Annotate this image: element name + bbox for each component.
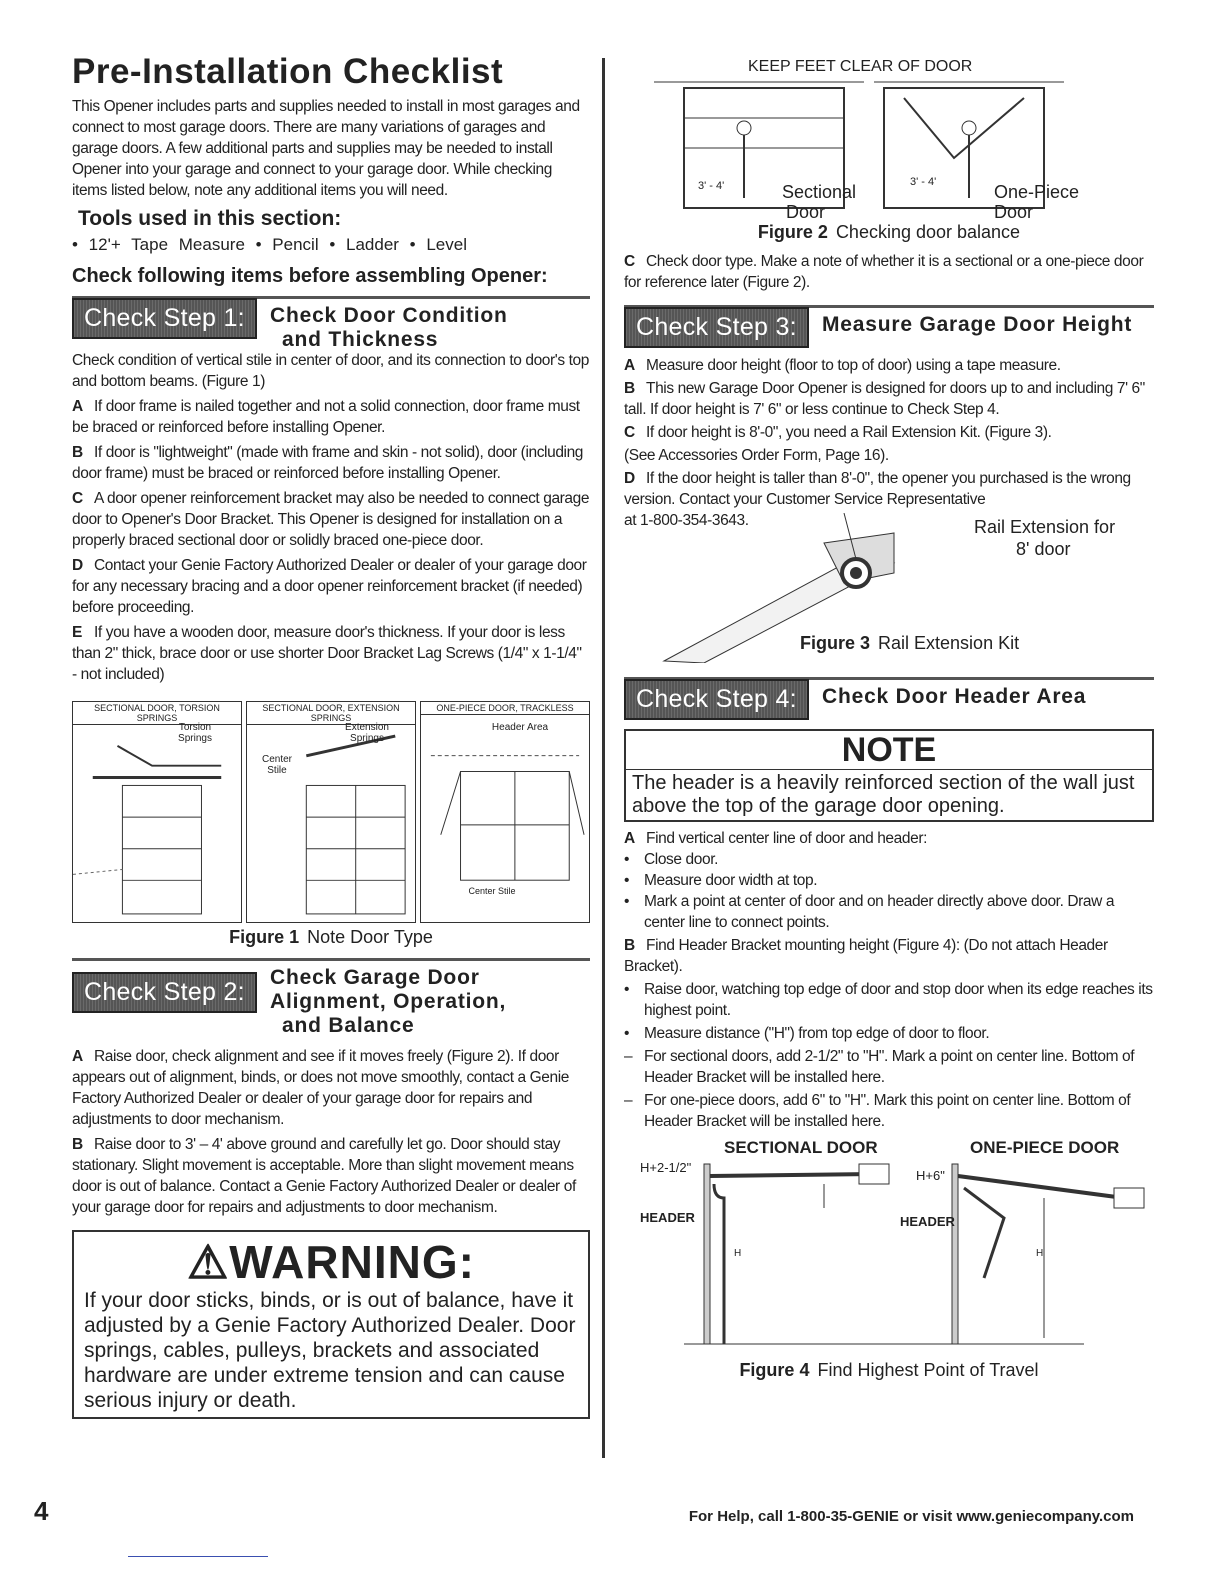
figure-2: KEEP FEET CLEAR OF DOOR 3' - 4' 3' - 4' Sectional Door One-Piece Door bbox=[624, 58, 1154, 222]
intro-text: This Opener includes parts and supplies needed to install in most garages and connect to most garage doors. There are many variations of garages and garage doors. A few additional parts and supplies may be needed to install Opener into your garage and connect to your garage door. While checking items listed below, note any additional items you will need. bbox=[72, 98, 580, 199]
check-heading: Check following items before assembling Opener: bbox=[72, 265, 548, 287]
warning-heading: ⚠WARNING: bbox=[187, 1236, 475, 1288]
step2-badge: Check Step 2: bbox=[72, 972, 257, 1013]
step1-bar bbox=[72, 296, 590, 351]
step2-bar bbox=[72, 958, 590, 1042]
fig2-caption: Figure 2 Checking door balance bbox=[757, 222, 1021, 242]
fig1-caption: Figure 1 Note Door Type bbox=[229, 927, 433, 947]
list-item: • Measure door width at top. bbox=[624, 870, 1154, 891]
step4-badge: Check Step 4: bbox=[624, 679, 809, 720]
list-item: – For sectional doors, add 2-1/2" to "H". Mark a point on center line. Bottom of Header Bracket will be installed here. bbox=[624, 1046, 1154, 1088]
fig1-panel-extension: SECTIONAL DOOR, EXTENSION SPRINGS Extension Springs Center Stile bbox=[246, 701, 416, 923]
note-box bbox=[624, 729, 1154, 822]
figure-1 bbox=[72, 701, 590, 923]
step4-bar bbox=[624, 677, 1154, 721]
step1-body: Check condition of vertical stile in center of door, and its connection to door's top and bottom beams. (Figure 1) A If door frame is nailed together and not a solid connection, door frame must be braced or reinforced before installing Opener. B If door is "lightweight" (made with frame and skin - not solid), door (including door frame) must be braced or reinforced before installing Opener. C A door opener reinforcement bracket may also be needed to connect garage door to Opener's Door Bracket. This Opener is designed for installation on a properly braced sectional door or solidly braced one-piece door. D Contact your Genie Factory Authorized Dealer or dealer of your garage door for any necessary bracing and a door opener reinforcement bracket (if needed) before proceeding. E If you have a wooden door, measure door's thickness. If your door is less than 2" thick, brace door or use shorter Door Bracket Lag Screws (1/4" x 1-1/4" - not included) bbox=[72, 352, 590, 683]
right-column bbox=[624, 58, 1154, 1381]
fig1-panel-onepiece: ONE-PIECE DOOR, TRACKLESS Header Area Center Stile bbox=[420, 701, 590, 923]
column-divider bbox=[602, 58, 605, 1458]
figure-4: SECTIONAL DOOR ONE-PIECE DOOR H+2-1/2" H+6" HEADER HEADER H H bbox=[624, 1138, 1154, 1360]
step2-c-text: C Check door type. Make a note of whether it is a sectional or a one-piece door for reference later (Figure 2). bbox=[624, 253, 1144, 291]
warning-text: If your door sticks, binds, or is out of balance, have it adjusted by a Genie Factory Authorized Dealer. Door springs, cables, pulleys, brackets and associated hardware are under extreme tension and can cause serious injury or death. bbox=[84, 1289, 576, 1412]
footer-help: For Help, call 1-800-35-GENIE or visit www.geniecompany.com bbox=[688, 1508, 1134, 1525]
step1-title: Check Door Condition and Thickness bbox=[270, 304, 508, 351]
left-column bbox=[72, 52, 590, 1419]
fig4-caption: Figure 4 Find Highest Point of Travel bbox=[739, 1360, 1039, 1380]
note-heading: NOTE bbox=[626, 731, 1152, 770]
page-number: 4 bbox=[34, 1496, 49, 1526]
warning-box bbox=[72, 1230, 590, 1419]
list-item: • Close door. bbox=[624, 849, 1154, 870]
header-bracket-illustration bbox=[624, 1138, 1154, 1360]
step4-body: A Find vertical center line of door and header: • Close door. • Measure door width at top. • Mark a point at center of door and on header directly above door. Draw a center line to connect points. B Find Header Bracket mounting height (Figure 4): (Do not attach Header Bracket). • Raise door, watching top edge of door and stop door when its edge reaches its highest point. • Measure distance ("H") from top edge of door to floor. – For sectional doors, add 2-1/2" to "H". Mark a point on center line. Bottom of Header Bracket will be installed here. – For one-piece doors, add 6" to "H". Mark this point on center line. Bottom of Header Bracket will be installed here. bbox=[624, 828, 1154, 1132]
list-item: – For one-piece doors, add 6" to "H". Mark this point on center line. Bottom of Header Bracket will be installed here. bbox=[624, 1090, 1154, 1132]
page-title: Pre-Installation Checklist bbox=[72, 52, 504, 91]
note-text: The header is a heavily reinforced section of the wall just above the top of the garage door opening. bbox=[632, 772, 1135, 817]
fig1-panel-torsion: SECTIONAL DOOR, TORSION SPRINGS Torsion Springs bbox=[72, 701, 242, 923]
footer-rule bbox=[128, 1556, 268, 1557]
step3-badge: Check Step 3: bbox=[624, 307, 809, 348]
list-item: • Raise door, watching top edge of door and stop door when its edge reaches its highest point. bbox=[624, 979, 1154, 1021]
tools-heading: Tools used in this section: bbox=[78, 207, 342, 230]
onepiece-door-illustration bbox=[421, 715, 589, 911]
step3-bar bbox=[624, 305, 1154, 349]
list-item: • Measure distance ("H") from top edge of door to floor. bbox=[624, 1023, 1154, 1044]
step2-body: A Raise door, check alignment and see if it moves freely (Figure 2). If door appears out of alignment, binds, or does not move smoothly, contact a Genie Factory Authorized Dealer or dealer of your garage door for repairs and adjustments to door mechanism. B Raise door to 3' – 4' above ground and carefully let go. Door should stay stationary. Slight movement is acceptable. More than slight movement means door is out of balance. Contact a Genie Factory Authorized Dealer or dealer of your garage door for repairs and adjustments to door mechanism. bbox=[72, 1048, 576, 1216]
step3-body: A Measure door height (floor to top of door) using a tape measure. B This new Garage Door Opener is designed for doors up to and including 7' 6" tall. If door height is 7' 6" or less continue to Check Step 4. C If door height is 8'-0", you need a Rail Extension Kit. (Figure 3). (See Accessories Order Form, Page 16). D If the door height is taller than 8'-0", the opener you purchased is the wrong version. Contact your Customer Service Representative at 1-800-354-3643. bbox=[624, 357, 1145, 529]
tools-list: • 12'+ Tape Measure • Pencil • Ladder • Level bbox=[72, 235, 467, 254]
step4-title: Check Door Header Area bbox=[822, 685, 1087, 708]
torsion-door-illustration bbox=[73, 725, 241, 921]
list-item: • Mark a point at center of door and on header directly above door. Draw a center line to connect points. bbox=[624, 891, 1154, 933]
step1-badge: Check Step 1: bbox=[72, 298, 257, 339]
step2-title: Check Garage Door Alignment, Operation, and Balance bbox=[270, 966, 507, 1037]
figure-3: Rail Extension for 8' door Figure 3 Rail Extension Kit bbox=[624, 513, 1154, 663]
step3-title: Measure Garage Door Height bbox=[822, 313, 1133, 336]
fig3-caption: Figure 3 Rail Extension Kit bbox=[800, 633, 1020, 653]
